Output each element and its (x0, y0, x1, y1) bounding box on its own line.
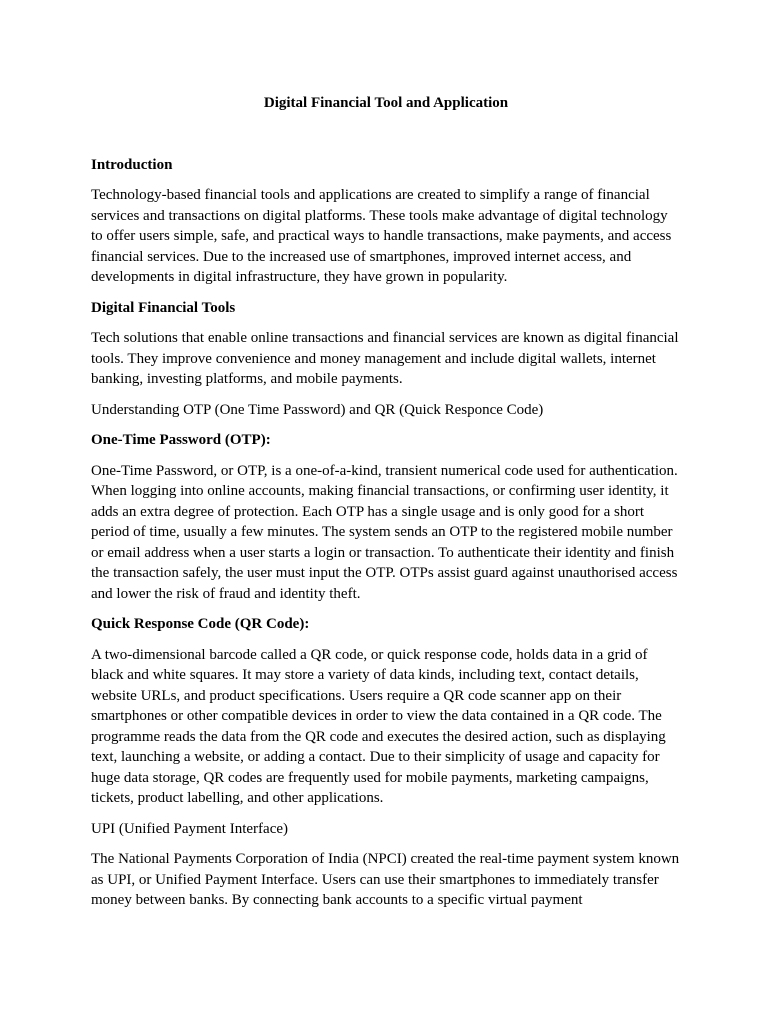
document-content (91, 93, 681, 921)
understanding-otp-qr-line: Understanding OTP (One Time Password) and QR (Quick Responce Code) (91, 401, 544, 418)
qr-code-paragraph: A two-dimensional barcode called a QR code, or quick response code, holds data in a grid of black and white squares. It may store a variety of data kinds, including text, contact details, website URLs, and product specifications. Users require a QR code scanner app on their smartphones or other compatible devices in order to view the data contained in a QR code. The programme reads the data from the QR code and executes the desired action, such as displaying text, launching a website, or adding a contact. Due to their simplicity of usage and capacity for huge data storage, QR codes are frequently used for mobile payments, marketing campaigns, tickets, product labelling, and other applications. (91, 646, 666, 806)
digital-financial-tools-heading: Digital Financial Tools (91, 299, 236, 316)
otp-heading: One-Time Password (OTP): (91, 432, 271, 448)
document-title: Digital Financial Tool and Application (263, 95, 509, 111)
upi-line: UPI (Unified Payment Interface) (91, 820, 289, 837)
digital-financial-tools-paragraph: Tech solutions that enable online transactions and financial services are known as digital financial tools. They improve convenience and money management and include digital wallets, internet banking, investing platforms, and mobile payments. (91, 330, 679, 387)
otp-paragraph: One-Time Password, or OTP, is a one-of-a-kind, transient numerical code used for authentication. When logging into online accounts, making financial transactions, or confirming user identity, it adds an extra degree of protection. Each OTP has a single usage and is only good for a short period of time, usually a few minutes. The system sends an OTP to the registered mobile number or email address when a user starts a login or transaction. To authenticate their identity and finish the transaction safely, the user must input the OTP. OTPs assist guard against unauthorised access and lower the risk of fraud and identity theft. (91, 462, 678, 602)
upi-paragraph: The National Payments Corporation of India (NPCI) created the real-time payment system known as UPI, or Unified Payment Interface. Users can use their smartphones to immediately transfer money between banks. By connecting bank accounts to a specific virtual payment (91, 851, 680, 908)
qr-code-heading: Quick Response Code (QR Code): (91, 616, 310, 632)
introduction-paragraph: Technology-based financial tools and applications are created to simplify a range of financial services and transactions on digital platforms. These tools make advantage of digital technology to offer users simple, safe, and practical ways to handle transactions, make payments, and access financial services. Due to the increased use of smartphones, improved internet access, and developments in digital infrastructure, they have grown in popularity. (91, 187, 672, 285)
introduction-heading: Introduction (91, 156, 173, 173)
